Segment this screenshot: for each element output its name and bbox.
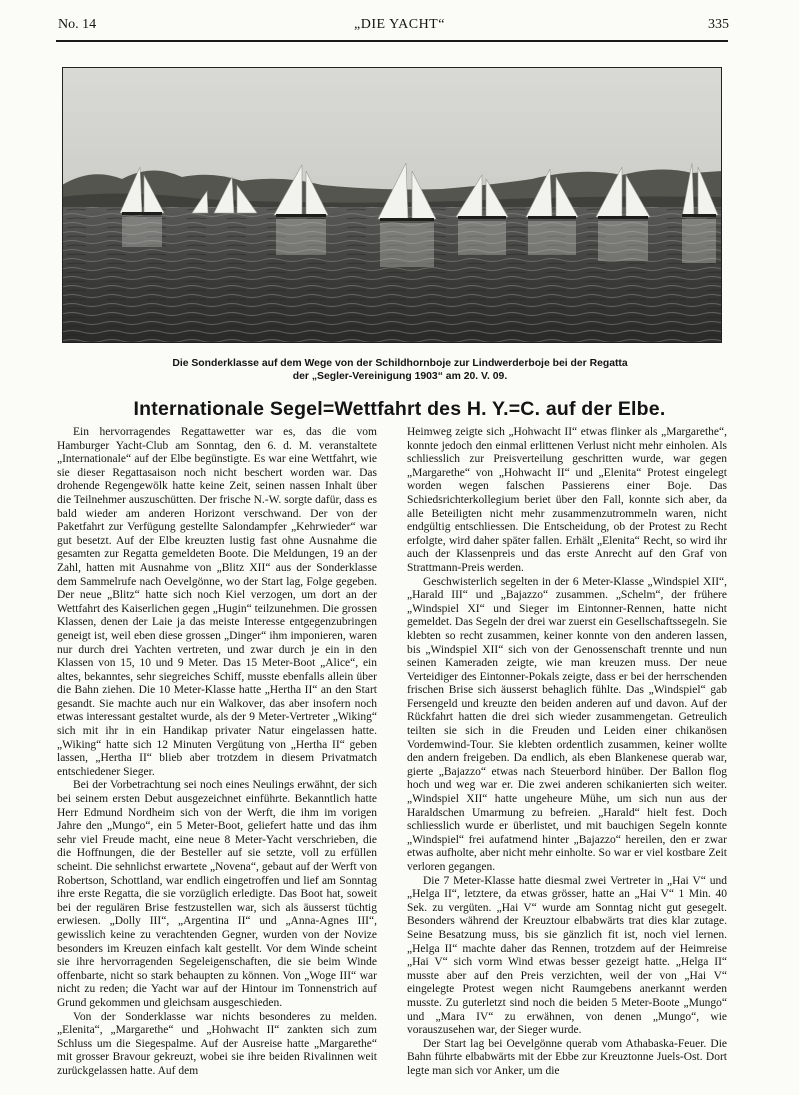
photo-caption <box>80 357 720 383</box>
paragraph: Geschwisterlich segelten in der 6 Meter-Klasse „Windspiel XII“, „Harald III“ und „Bajazzo“ zusammen. „Schelm“, der frühere „Windspiel XI“ und Sieger im Eintonner-Rennen, hatte nicht gemeldet. Das Segeln der drei war zuerst ein Gesellschaftssegeln. Sie klebten so recht zusammen, keiner konnte von den anderen lassen, bis „Windspiel XII“ sich von der Genossenschaft trennte und nun seinen Kameraden zeigte, wie man kreuzen muss. Der neue Verteidiger des Eintonner-Pokals zeigte, dass er bei der herrschenden frischen Brise sich äusserst behaglich fühlte. Das „Windspiel“ gab Fersengeld und kreuzte den beiden anderen auf und davon. Auf der Rückfahrt hatten die drei sich wieder zusammengetan. Getreulich teilten sie sich in die Freuden und Leiden einer chikanösen Vordemwind-Tour. Sie klebten ordentlich zusammen, keiner wollte den andern freigeben. Da endlich, als eben Blankenese querab war, gierte „Bajazzo“ etwas nach Steuerbord hinüber. Der Ballon flog hoch und weg war er. Die zwei anderen schikanierten sich weiter. „Windspiel XII“ hatte ungeheure Mühe, um sich nun aus der Haraldschen Umarmung zu befreien. „Harald“ hielt fest. Doch schliesslich wurde er überlistet, und mit bauchigen Segeln konnte „Windspiel“ frei aufatmend hinter „Bajazzo“ hereilen, den er zwar etwas aufholte, aber nicht mehr einholte. So war er viel kostbare Zeit verloren gegangen. <box>407 575 727 873</box>
regatta-image <box>62 67 722 343</box>
page-number: 335 <box>708 17 729 32</box>
paragraph: Heimweg zeigte sich „Hohwacht II“ etwas flinker als „Margarethe“, konnte jedoch den einmal erlittenen Verlust nicht mehr einholen. Als schliesslich zur Preisverteilung geschritten wurde, war gegen „Margarethe“ von „Hohwacht II“ und „Elenita“ Protest eingelegt worden wegen falschen Passierens einer Boje. Das Schiedsrichterkollegium beriet über den Fall, konnte sich aber, da alle Beteiligten nicht mehr zusammenzutrommeln waren, nicht endgültig entschliessen. Die Entscheidung, ob der Protest zu Recht erfolgte, wird daher später fallen. Erhält „Elenita“ Recht, so wird ihr auch der Klassenpreis und das erste Anrecht auf den Graf von Strattmann-Preis werden. <box>407 426 727 574</box>
caption-line-1: Die Sonderklasse auf dem Wege von der Schildhornboje zur Lindwerderboje bei der Regatta <box>172 358 628 369</box>
paragraph: Von der Sonderklasse war nichts besonderes zu melden. „Elenita“, „Margarethe“ und „Hohwacht II“ zankten sich zum Schluss um die Siegespalme. Auf der Ausreise hatte „Margarethe“ mit grosser Bravour gekreuzt, wobei sie ihre beiden Rivalinnen weit zurückgelassen hatte. Auf dem <box>57 1010 377 1077</box>
article-column-left <box>57 426 377 1079</box>
article-title: Internationale Segel=Wettfahrt des H. Y.=C. auf der Elbe. <box>133 398 666 420</box>
paragraph: Die 7 Meter-Klasse hatte diesmal zwei Vertreter in „Hai V“ und „Helga II“, letztere, da etwas grösser, hatte an „Hai V“ 1 Min. 40 Sek. zu vergüten. „Hai V“ wurde am Sonntag nicht gut gesegelt. Besonders während der Kreuztour elbabwärts trat dies klar zutage. Seine Besatzung muss, bis sie gänzlich fit ist, noch viel lernen. „Helga II“ machte daher das Rennen, trotzdem auf der Heimreise „Hai V“ sich vorm Wind etwas besser gezeigt hatte. „Helga II“ musste aber auf den Preis verzichten, weil der von „Hai V“ eingelegte Protest wegen nicht Raumgebens anerkannt werden musste. Zu guterletzt sind noch die beiden 5 Meter-Boote „Mungo“ und „Mara IV“ zu erwähnen, von denen „Mungo“, wie vorauszusehen war, der Sieger wurde. <box>407 874 727 1037</box>
caption-line-2: der „Segler-Vereinigung 1903“ am 20. V. 09. <box>292 371 508 382</box>
issue-number: No. 14 <box>58 17 97 32</box>
paragraph: Ein hervorragendes Regattawetter war es, das die vom Hamburger Yacht-Club am Sonntag, den 6. d. M. veranstaltete „Internationale“ auf der Elbe begünstigte. Es war eine Wettfahrt, wie sie dieser Regattasaison noch nicht beschert worden war. Das drohende Regengewölk hatte keine Zeit, seinen nassen Inhalt über die Teilnehmer auszuschütten. Der frische N.-W. sorgte dafür, dass es bald wieder am anderen Horizont verschwand. Der von der Paketfahrt zur Verfügung gestellte Salondampfer „Kehrwieder“ war gut besetzt. Auf der Elbe kreuzten lustig fast ohne Ausnahme die gesamten zur Regatta gemeldeten Boote. Die Meldungen, 19 an der Zahl, hatten mit Ausnahme von „Blitz XII“ aus der Sonderklasse dem Sammelrufe nach Oevelgönne, wo der Start lag, Folge gegeben. Der neue „Blitz“ hatte sich noch Kiel verzogen, um dort an der Wettfahrt des Kaiserlichen gegen „Hugin“ teilzunehmen. Die grossen Klassen, denen der Laie ja das meiste Interesse entgegenzubringen geneigt ist, weil eben diese grossen „Dinger“ ihm imponieren, waren nur durch drei Yachten vertreten, und zwar durch je ein in den Klassen von 15, 10 und 9 Meter. Das 15 Meter-Boot „Alice“, ein altes, bekanntes, sehr siegreiches Schiff, musste ebenfalls allein über die Bahn ziehen. Die 10 Meter-Klasse hatte „Hertha II“ an den Start gesandt. Sie machte auch nur ein Walkover, das aber insofern noch etwas interessant gestaltet wurde, als der 9 Meter-Vertreter „Wiking“ sich mit ihr in ein Handikap privater Natur eingelassen hatte. „Wiking“ hatte sich 12 Minuten Vergütung von „Hertha II“ geben lassen, „Hertha II“ blieb aber trotzdem in diesem Privatmatch entschiedener Sieger. <box>57 426 377 778</box>
paragraph: Bei der Vorbetrachtung sei noch eines Neulings erwähnt, der sich bei seinem ersten Debut ausgezeichnet einführte. Bekanntlich hatte Herr Edmund Nordheim sich von der Werft, die ihm im vorigen Jahre den „Mungo“, ein 5 Meter-Boot, geliefert hatte und das ihm sehr viel Freude macht, eine neue 8 Meter-Yacht verschrieben, die die Hoffnungen, die der Besteller auf sie setzte, voll zu erfüllen scheint. Die sehnlichst erwartete „Novena“, gebaut auf der Werft von Robertson, Schottland, war endlich eingetroffen und lief am Sonntag ihre erste Regatta, die sie vorzüglich erledigte. Das Boot hat, soweit bei der regulären Brise festzustellen war, sich als äusserst tüchtig erwiesen. „Dolly III“, „Argentina II“ und „Anna-Agnes III“, gewisslich keine zu verachtenden Gegner, wurden von der Novize besonders im Kreuzen einfach kalt gestellt. Vor dem Winde scheint sie ihre hervorragenden Segeleigenschaften, die sie beim Winde offenbarte, nicht so stark behaupten zu können. Von „Woge III“ war nicht zu reden; die Yacht war auf der Hintour im Tonnenstrich auf Grund gekommen und gleichsam ausgeschieden. <box>57 779 377 1009</box>
article-column-right <box>407 426 727 1079</box>
header-rule <box>56 40 728 42</box>
paragraph: Der Start lag bei Oevelgönne querab vom Athabaska-Feuer. Die Bahn führte elbabwärts mit der Ebbe zur Kreuztonne Juels-Ost. Dort legte man sich vor Anker, um die <box>407 1037 727 1077</box>
journal-title: „DIE YACHT“ <box>354 17 445 32</box>
sailboat-regatta-photo <box>62 67 722 343</box>
